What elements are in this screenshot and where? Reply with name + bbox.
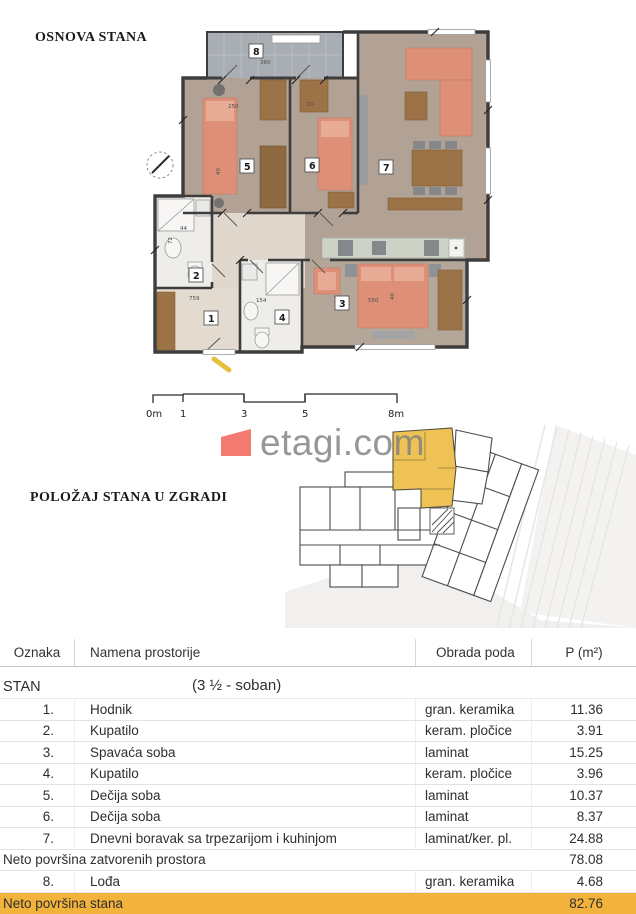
row-floor: keram. pločice [416,764,532,785]
position-title: POLOŽAJ STANA U ZGRADI [30,490,228,505]
table-row [0,764,636,786]
total-row [0,893,636,914]
row-num: 1. [0,699,75,720]
row-num: 5. [0,785,75,806]
table-row [0,785,636,807]
room-label-4: 4 [279,313,286,324]
row-floor: laminat/ker. pl. [416,828,532,849]
room-label-7: 7 [383,163,390,174]
header-oznaka: Oznaka [0,639,75,666]
row-floor: laminat [416,785,532,806]
row-name: Kupatilo [75,764,416,785]
section-room-count: (3 ½ - soban) [192,677,282,694]
row-num: 8. [0,871,75,892]
row-area: 8.37 [576,809,603,825]
dim-label: 250 [228,104,239,110]
row-area: 15.25 [569,744,603,760]
dim-label: 72 [168,237,174,244]
table-row [0,828,636,850]
table-spacer [0,667,636,677]
dim-label: 154 [256,298,267,304]
room-label-2: 2 [193,271,200,282]
row-num: 2. [0,721,75,742]
room-label-6: 6 [309,161,316,172]
room-label-1: 1 [208,314,215,325]
total-area: 82.76 [569,895,603,911]
stairwell-hatch [430,508,454,534]
etagi-logo-text: etagi.com [260,422,425,463]
table-row [0,871,636,893]
row-name: Lođa [75,871,416,892]
north-indicator-icon [147,152,173,178]
row-area: 24.88 [569,830,603,846]
table-row [0,699,636,721]
row-floor: gran. keramika [416,871,532,892]
dim-label: 40 [390,293,396,300]
room-label-3: 3 [339,299,346,310]
etagi-logo-mark-icon [221,429,251,457]
scale-label-1: 1 [180,409,187,420]
table-header-row [0,639,636,667]
total-label: Neto površina stana [3,895,124,911]
row-num: 6. [0,807,75,828]
header-p-m2: P (m²) [565,645,603,660]
row-area: 10.37 [569,787,603,803]
subtotal-row [0,850,636,872]
header-obrada: Obrada poda [416,639,532,666]
section-label: STAN [3,679,41,695]
row-name: Dečija soba [75,785,416,806]
scale-label-5: 5 [302,409,309,420]
dim-label: 40 [216,168,222,175]
row-area: 11.36 [570,701,603,717]
row-name: Dnevni boravak sa trpezarijom i kuhinjom [75,828,416,849]
subtotal-label: Neto površina zatvorenih prostora [3,852,206,868]
room-label-8: 8 [253,47,260,58]
entrance-marker [214,359,229,370]
etagi-logo [221,423,425,463]
table-row [0,742,636,764]
section-row-stan [0,677,636,699]
dim-label: 759 [189,296,200,302]
row-floor: laminat [416,742,532,763]
row-area: 3.96 [576,766,603,782]
area-table [0,639,636,914]
row-floor: laminat [416,807,532,828]
dim-label: 550 [368,298,379,304]
plan-title: OSNOVA STANA [35,30,148,45]
scale-label-0: 0m [146,409,163,420]
row-num: 3. [0,742,75,763]
header-namena: Namena prostorije [75,639,416,666]
row-name: Hodnik [75,699,416,720]
dim-label: 20 [306,102,313,108]
dim-label: 360 [260,60,271,66]
row-area: 4.68 [576,873,603,889]
row-num: 7. [0,828,75,849]
row-floor: keram. pločice [416,721,532,742]
scale-label-3: 3 [241,409,248,420]
row-floor: gran. keramika [416,699,532,720]
scale-bar [140,384,410,422]
floorplan-drawing [140,20,496,375]
table-row [0,807,636,829]
row-num: 4. [0,764,75,785]
row-name: Dečija soba [75,807,416,828]
room-label-5: 5 [244,162,251,173]
row-area: 3.91 [576,723,603,739]
dim-label: 44 [180,226,187,232]
subtotal-area: 78.08 [569,852,603,868]
row-name: Spavaća soba [75,742,416,763]
scale-label-8: 8m [388,409,405,420]
row-name: Kupatilo [75,721,416,742]
table-row [0,721,636,743]
